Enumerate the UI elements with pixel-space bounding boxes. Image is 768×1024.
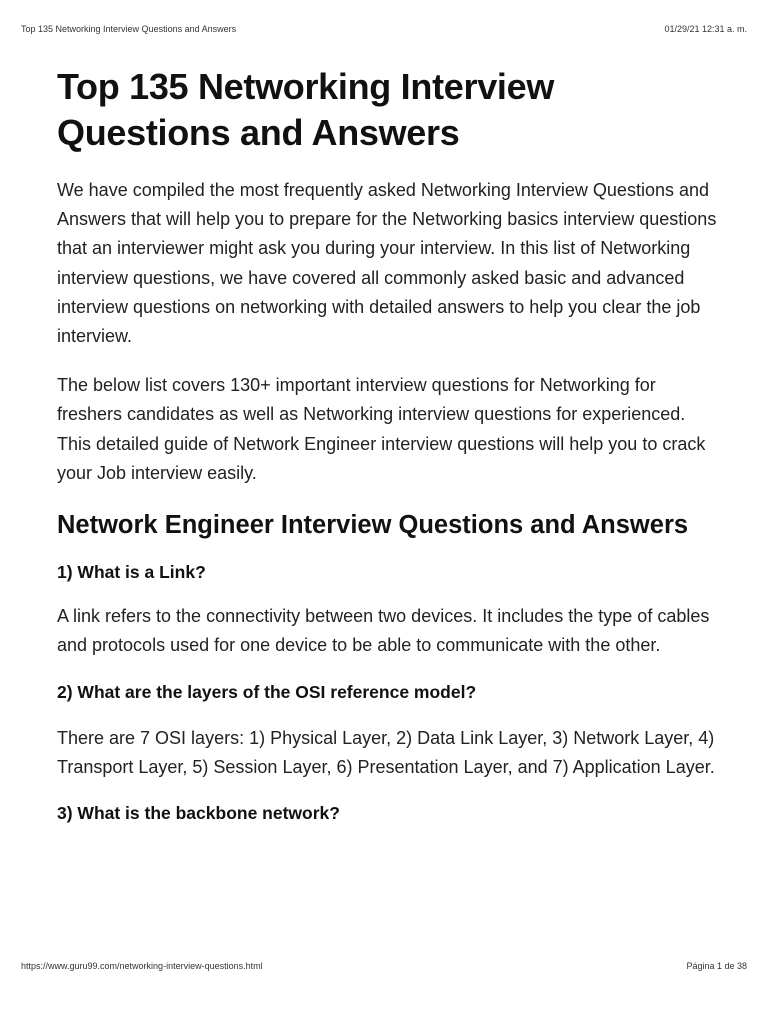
header-doc-title: Top 135 Networking Interview Questions and Answers bbox=[21, 24, 237, 34]
question-2: 2) What are the layers of the OSI reference model? bbox=[57, 681, 477, 702]
print-header bbox=[21, 22, 747, 36]
question-1: 1) What is a Link? bbox=[57, 561, 206, 582]
answer-2: There are 7 OSI layers: 1) Physical Layer, 2) Data Link Layer, 3) Network Layer, 4) Transport Layer, 5) Session Layer, 6) Presentation Layer, and 7) Application Layer. bbox=[57, 727, 715, 778]
page-title: Top 135 Networking Interview Questions and Answers bbox=[57, 66, 555, 153]
intro-paragraph-2: The below list covers 130+ important interview questions for Networking for freshers candidates as well as Networking interview questions for experienced. This detailed guide of Network Engineer interview questions will help you to crack your Job interview easily. bbox=[57, 375, 706, 483]
header-datetime: 01/29/21 12:31 a. m. bbox=[664, 24, 747, 34]
article-content bbox=[57, 64, 717, 825]
intro-paragraph-1: We have compiled the most frequently asked Networking Interview Questions and Answers that will help you to prepare for the Networking basics interview questions that an interviewer might ask you during your interview. In this list of Networking interview questions, we have covered all commonly asked basic and advanced interview questions on networking with detailed answers to help you clear the job interview. bbox=[57, 180, 717, 347]
footer-url-link[interactable]: https://www.guru99.com/networking-interview-questions.html bbox=[21, 961, 263, 971]
question-3: 3) What is the backbone network? bbox=[57, 803, 340, 824]
section-title: Network Engineer Interview Questions and Answers bbox=[57, 511, 689, 540]
answer-1: A link refers to the connectivity between two devices. It includes the type of cables and protocols used for one device to be able to communicate with the other. bbox=[57, 605, 710, 655]
page-indicator: Página 1 de 38 bbox=[686, 961, 747, 971]
print-footer bbox=[21, 959, 747, 973]
